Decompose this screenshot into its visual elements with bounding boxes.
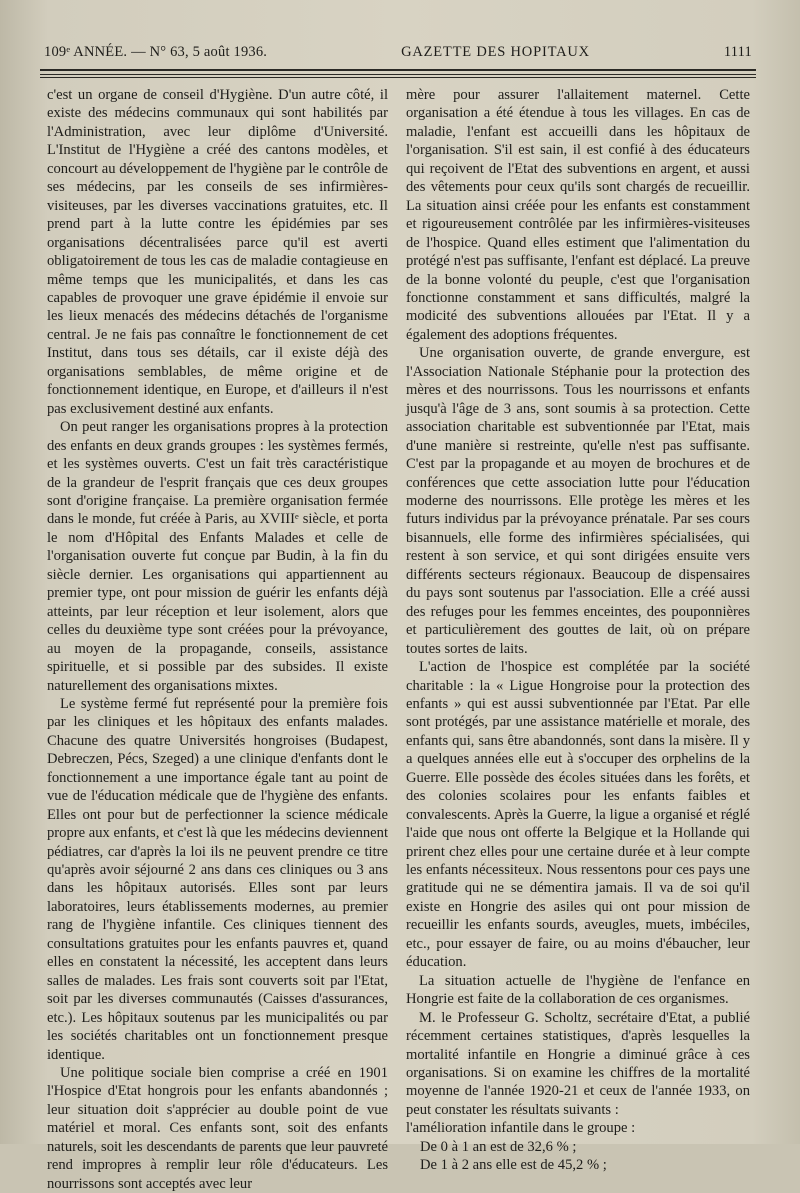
statistic-line: De 1 à 2 ans elle est de 45,2 % ;: [420, 1157, 607, 1174]
paragraph: La situation actuelle de l'hygiène de l'enfance en Hongrie est faite de la collaboration de ces organismes.: [406, 972, 750, 1008]
paragraph: On peut ranger les organisations propres à la protection des enfants en deux grands groupes : les systèmes fermés, et les systèmes ouverts. C'est un fait très caractéristique de la grandeur de l'esprit français que ces deux groupes sont d'origine française. La première organisation fermée dans le monde, fut créée à Paris, au XVIIIᵉ siècle, et porta le nom d'Hôpital des Enfants Malades et celle de l'organisation ouverte fut conçue par Budin, à la fin du siècle dernier. Les organisations qui appartiennent au premier type, ont pour mission de guérir les enfants déjà atteints, par leur réception et leur isolement, alors que celles du deuxième type sont créées pour la prévoyance, au moyen de la propagande, conseils, assistance spirituelle, et si possible par des subsides. Il existe naturellement des organisations mixtes.: [47, 419, 388, 694]
paragraph: mère pour assurer l'allaitement maternel. Cette organisation a été étendue à tous les villages. En cas de maladie, l'enfant est accueilli dans les hôpitaux de l'organisation. S'il est sain, il est confié à des éducateurs qui reçoivent de l'Etat des subventions en argent, et aussi des vêtements pour ceux qu'ils sont chargés de recueillir. La situation ainsi créée pour les enfants est constamment et rigoureusement contrôlée par les infirmières-visiteuses de l'hospice. Quand elles estiment que l'alimentation du protégé n'est pas suffisante, l'enfant est déplacé. La preuve de la bonne volonté du peuple, c'est que l'organisation fonctionne constamment et sans difficultés, malgré la modicité des subventions allouées par l'Etat. Il y a également des adoptions fréquentes.: [406, 87, 750, 343]
header-rule-thin-lower: [40, 77, 756, 78]
paragraph: Le système fermé fut représenté pour la première fois par les cliniques et les hôpitaux des enfants malades. Chacune des quatre Universités hongroises (Budapest, Debreczen, Pécs, Szeged) a une clinique d'enfants dont le fonctionnement a une importance égale tant au point de vue de l'éducation médicale que de l'hygiène des enfants. Elles ont pour but de perfectionner la science médicale propre aux enfants, et c'est là que les médecins deviennent pédiatres, car d'après la loi ils ne peuvent prendre ce titre qu'après avoir séjourné 2 ans dans ces cliniques ou 3 ans dans les hôpitaux autorisés. Elles sont par leurs laboratoires, leurs établissements modernes, au premier rang de l'hygiène infantile. Ces cliniques tiennent des consultations gratuites pour les enfants pauvres et, quand elles en constatent la nécessité, les acceptent dans leurs salles de malades. Les frais sont couverts soit par l'Etat, soit par les diverses communautés (Caisses d'assurances, etc.). Les hôpitaux soutenus par les municipalités ou par les sociétés charitables ont un fonctionnement presque identique.: [47, 695, 388, 1063]
paragraph: c'est un organe de conseil d'Hygiène. D'un autre côté, il existe des médecins communaux qui sont habilités par l'Administration, avec leur diplôme d'Université. L'Institut de l'Hygiène a créé des cantons modèles, et concourt au développement de l'hygiène par le contrôle de ses médecins, par les conseils de ses infirmières-visiteuses, par les diverses vaccinations gratuites, etc. Il prend part à la lutte contre les épidémies par ses organisations décentralisées parce qu'il est averti obligatoirement de tous les cas de maladie contagieuse en même temps que les municipalités, et dans les cas capables de provoquer une grave épidémie il envoie sur les lieux menacés des médecins détachés de l'organisme central. Je ne fais pas connaître le fonctionnement de cet Institut, dans tous ses détails, car il existe déjà des organisations semblables, de même origine et de fonctionnement identique, en Europe, et d'ailleurs il n'est pas exclusivement destiné aux enfants.: [47, 87, 388, 417]
header-rule-thick: [40, 69, 756, 71]
header-rule-thin: [40, 74, 756, 75]
statistic-line: De 0 à 1 an est de 32,6 % ;: [420, 1138, 577, 1155]
paragraph: Une politique sociale bien comprise a créé en 1901 l'Hospice d'Etat hongrois pour les enfants abandonnés ; leur situation doit s'apprécier au double point de vue matériel et moral. Ces enfants sont, soit des enfants naturels, soit les descendants de parents que leur pauvreté rend impropres à remplir leur rôle d'éducateurs. Les nourrissons sont acceptés avec leur: [47, 1065, 388, 1192]
page-header: [44, 44, 752, 66]
left-column: [47, 86, 388, 1193]
right-column: [406, 86, 750, 1175]
issue-info: 109ᵉ ANNÉE. — N° 63, 5 août 1936.: [44, 44, 268, 60]
paragraph: Une organisation ouverte, de grande envergure, est l'Association Nationale Stéphanie pour la protection des mères et des nourrissons. Tous les nourrissons et enfants jusqu'à l'âge de 3 ans, sont soumis à sa protection. Cette association charitable est subventionnée par l'Etat, mais d'une manière si restreinte, qu'elle n'est pas suffisante. C'est par la propagande et au moyen de brochures et de conférences que cette association lutte pour l'éducation moderne des nourrissons. Elle protège les mères et les futurs individus par la prévoyance prénatale. Par ses cours bisannuels, elle forme des infirmières spécialisées, qui restent à son service, et qui sont dirigées ensuite vers différents secteurs régionaux. Beaucoup de dispensaires du pays sont soutenus par l'association. Elle a créé aussi des refuges pour les femmes enceintes, des pouponnières et particulièrement des gouttes de lait, où on prépare toutes sortes de laits.: [406, 345, 750, 657]
paragraph: M. le Professeur G. Scholtz, secrétaire d'Etat, a publié récemment certaines statistiques, d'après lesquelles la mortalité infantile en Hongrie a diminué grâce à ces organisations. Si on examine les chiffres de la mortalité moyenne de l'année 1920-21 et ceux de l'année 1933, on peut constater les résultats suivants :: [406, 1009, 750, 1118]
journal-title: GAZETTE DES HOPITAUX: [401, 44, 590, 60]
page-number: 1111: [723, 44, 752, 60]
statistics-intro: l'amélioration infantile dans le groupe :: [406, 1120, 636, 1137]
paragraph: L'action de l'hospice est complétée par la société charitable : la « Ligue Hongroise pour la protection des enfants » qui est aussi subventionnée par l'Etat. Par elle sont protégés, par une assistance matérielle et morale, des enfants qui, sans être abandonnés, sont dans la misère. Il y a quelques années elle eut à s'occuper des orphelins de la Guerre. Elle possède des écoles situées dans les forêts, et des colonies scolaires pour les enfants faibles et convalescents. Après la Guerre, la ligue a organisé et réglé l'aide que nous ont offerte la Belgique et la Hollande qui prirent chez elles pour une certaine durée et à leur compte les enfants nécessiteux. Nous ressentons pour ces pays une gratitude qui ne se démentira jamais. Il va de soi qu'il existe en Hongrie des asiles qui ont pour mission de recueillir les enfants sourds, aveugles, muets, imbéciles, etc., pour essayer de faire, ou au moins d'ébaucher, leur éducation.: [406, 659, 750, 971]
